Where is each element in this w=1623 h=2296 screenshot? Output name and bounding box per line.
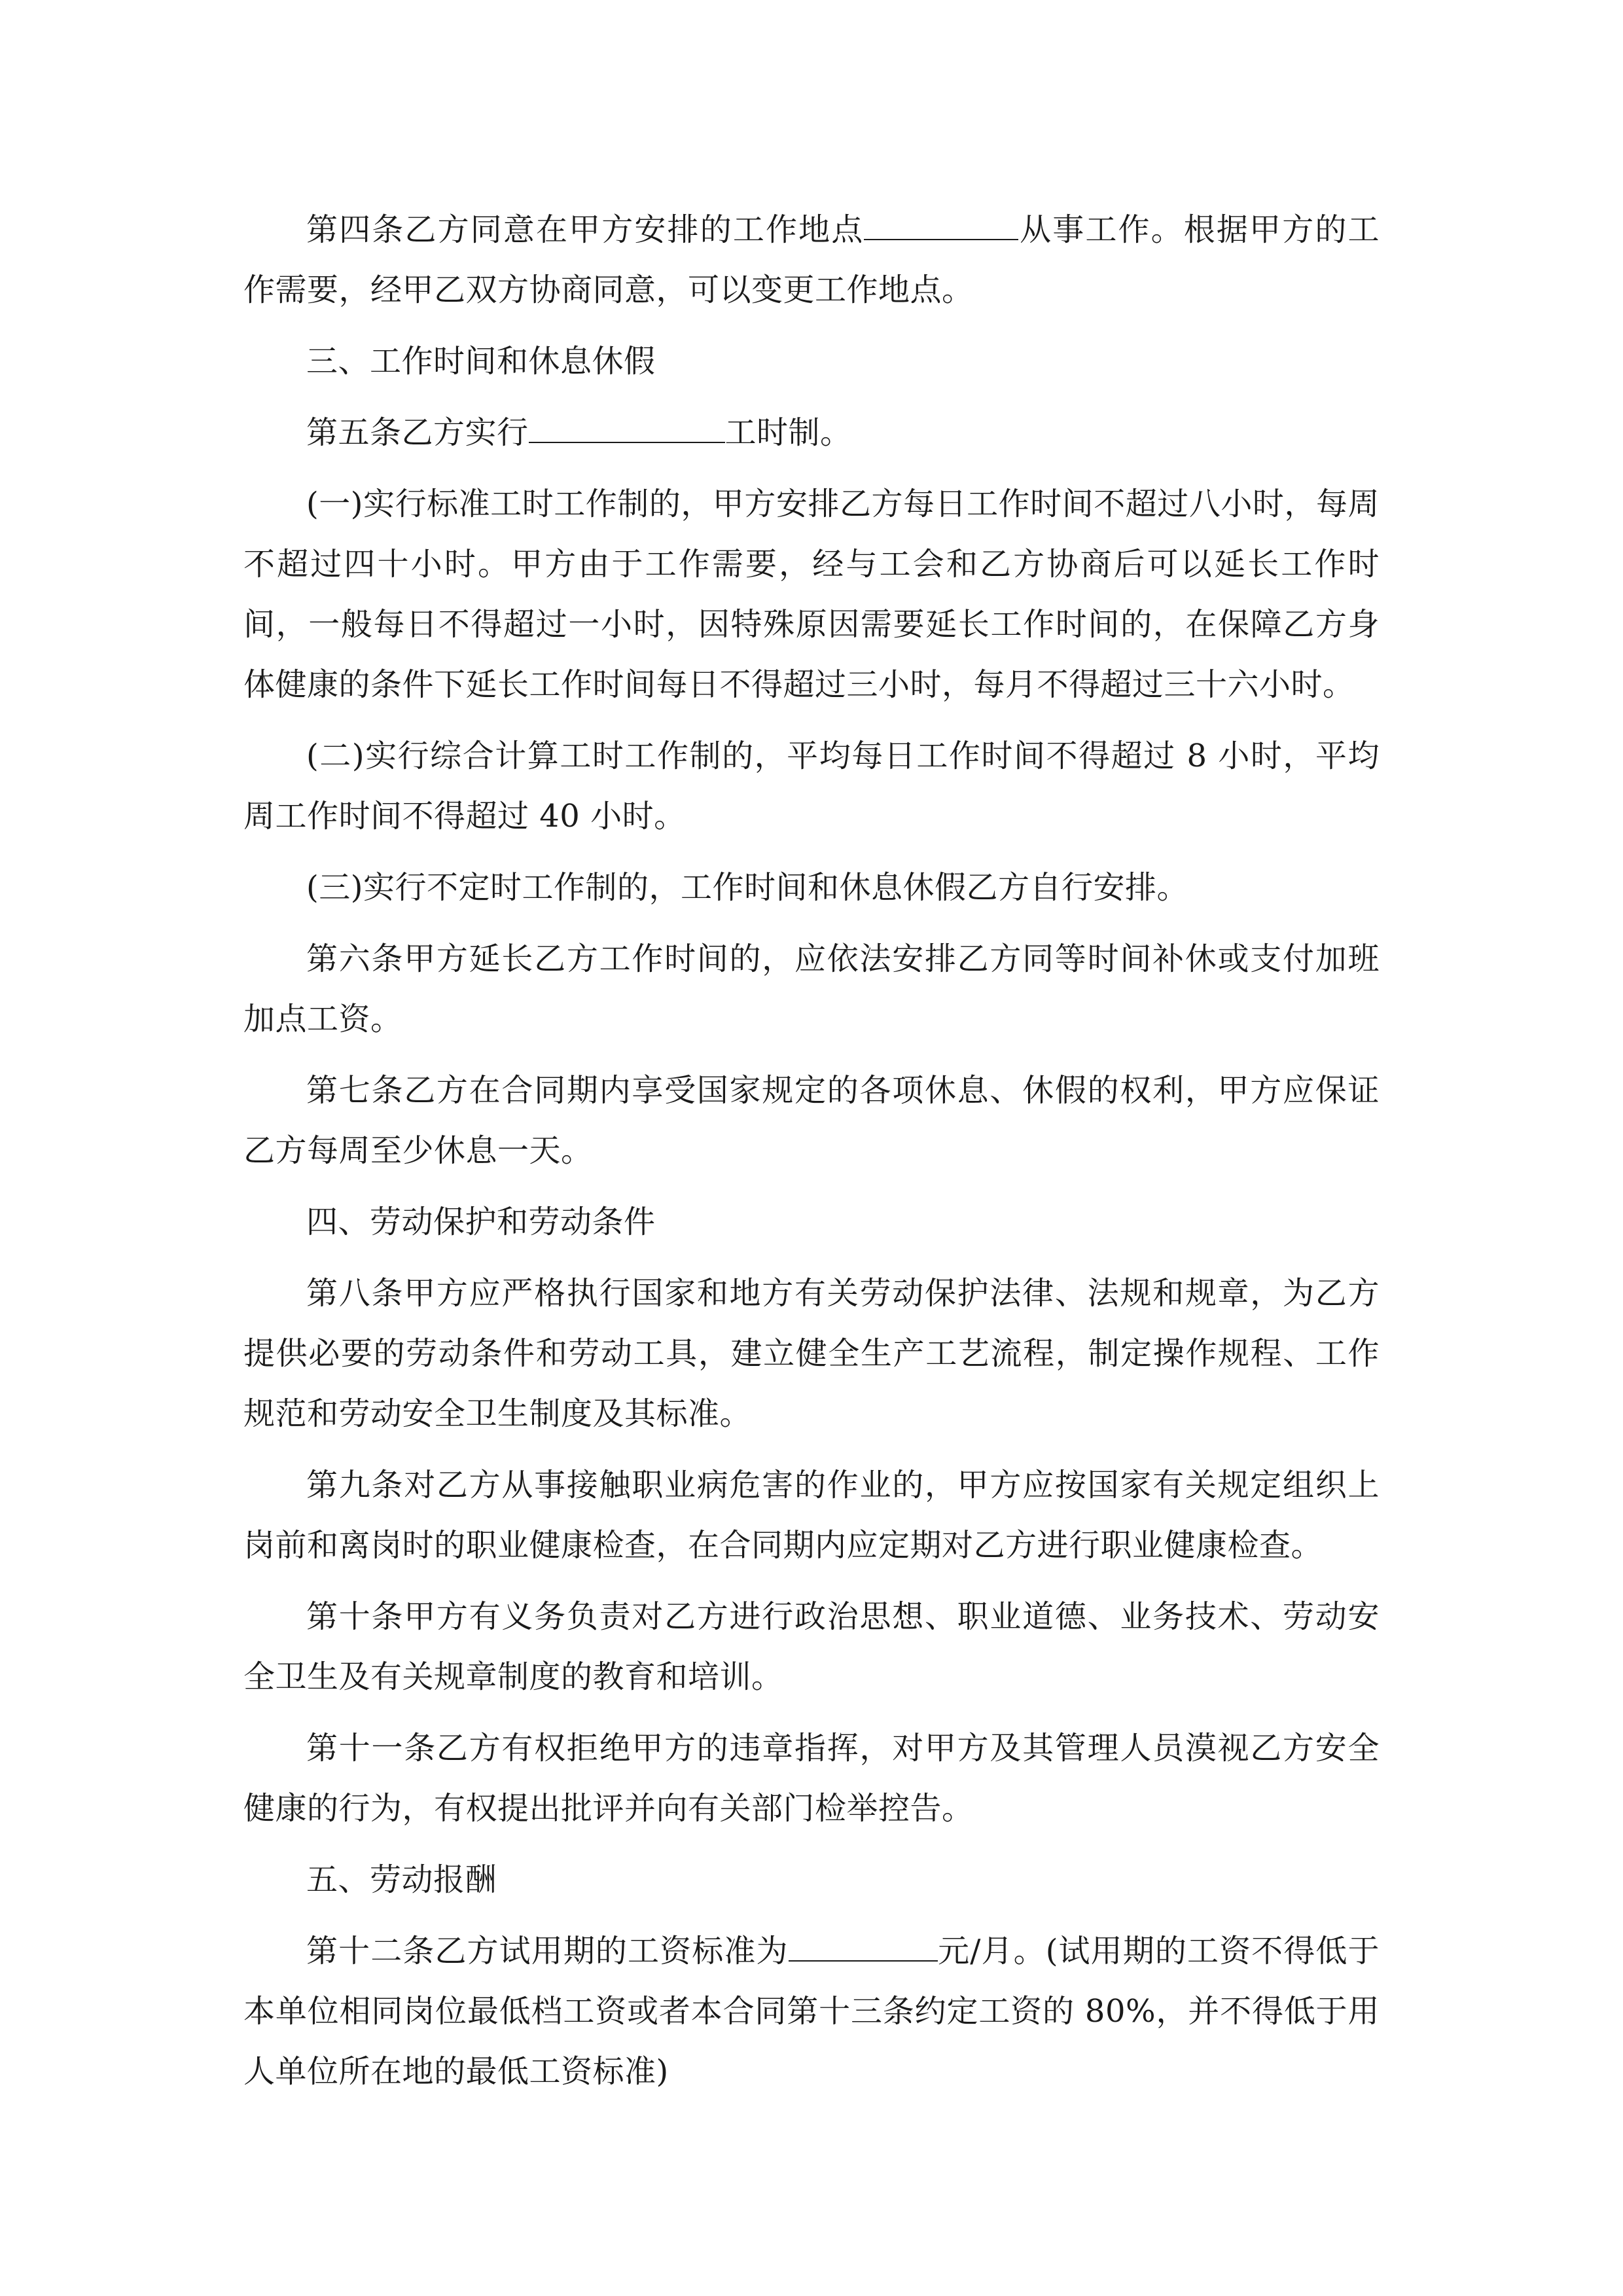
article-4-text-before: 第四条乙方同意在甲方安排的工作地点 <box>306 211 865 248</box>
article-4 <box>243 200 1380 320</box>
article-5-item-1: (一)实行标准工时工作制的，甲方安排乙方每日工作时间不超过八小时，每周不超过四十小时。甲方由于工作需要，经与工会和乙方协商后可以延长工作时间，一般每日不得超过一小时，因特殊原因需要延长工作时间的，在保障乙方身体健康的条件下延长工作时间每日不得超过三小时，每月不得超过三十六小时。 <box>243 486 1380 703</box>
section-3-title: 三、工作时间和休息休假 <box>306 343 656 380</box>
article-5-item-3: (三)实行不定时工作制的，工作时间和休息休假乙方自行安排。 <box>306 869 1188 906</box>
article-5-text-before: 第五条乙方实行 <box>306 414 529 451</box>
article-6: 第六条甲方延长乙方工作时间的，应依法安排乙方同等时间补休或支付加班加点工资。 <box>243 941 1380 1037</box>
article-12-text-before: 第十二条乙方试用期的工资标准为 <box>306 1933 789 1969</box>
section-5-title: 五、劳动报酬 <box>306 1861 497 1898</box>
article-8: 第八条甲方应严格执行国家和地方有关劳动保护法律、法规和规章，为乙方提供必要的劳动条件和劳动工具，建立健全生产工艺流程，制定操作规程、工作规范和劳动安全卫生制度及其标准。 <box>243 1275 1380 1432</box>
working-hours-system-blank <box>529 416 725 443</box>
article-11: 第十一条乙方有权拒绝甲方的违章指挥，对甲方及其管理人员漠视乙方安全健康的行为，有权提出批评并向有关部门检举控告。 <box>243 1730 1380 1827</box>
probation-wage-blank <box>789 1934 938 1962</box>
article-7: 第七条乙方在合同期内享受国家规定的各项休息、休假的权利，甲方应保证乙方每周至少休息一天。 <box>243 1072 1380 1169</box>
article-12 <box>243 1921 1380 2102</box>
article-5-text-after: 工时制。 <box>724 414 852 451</box>
article-12-text-after: 元/月。(试用期的工资不得低于本单位相同岗位最低档工资或者本合同第十三条约定工资的 80%，并不得低于用人单位所在地的最低工资标准) <box>243 1933 1380 2090</box>
article-5-item-2: (二)实行综合计算工时工作制的，平均每日工作时间不得超过 8 小时，平均周工作时间不得超过 40 小时。 <box>243 738 1380 834</box>
section-4-title: 四、劳动保护和劳动条件 <box>306 1204 656 1240</box>
document-body <box>243 200 1380 2113</box>
article-9: 第九条对乙方从事接触职业病危害的作业的，甲方应按国家有关规定组织上岗前和离岗时的职业健康检查，在合同期内应定期对乙方进行职业健康检查。 <box>243 1467 1380 1564</box>
article-10: 第十条甲方有义务负责对乙方进行政治思想、职业道德、业务技术、劳动安全卫生及有关规章制度的教育和培训。 <box>243 1598 1380 1695</box>
article-5 <box>243 403 1380 463</box>
work-location-blank <box>864 213 1018 240</box>
article-4-text-after: 从事工作。根据甲方的工作需要，经甲乙双方协商同意，可以变更工作地点。 <box>243 211 1380 308</box>
